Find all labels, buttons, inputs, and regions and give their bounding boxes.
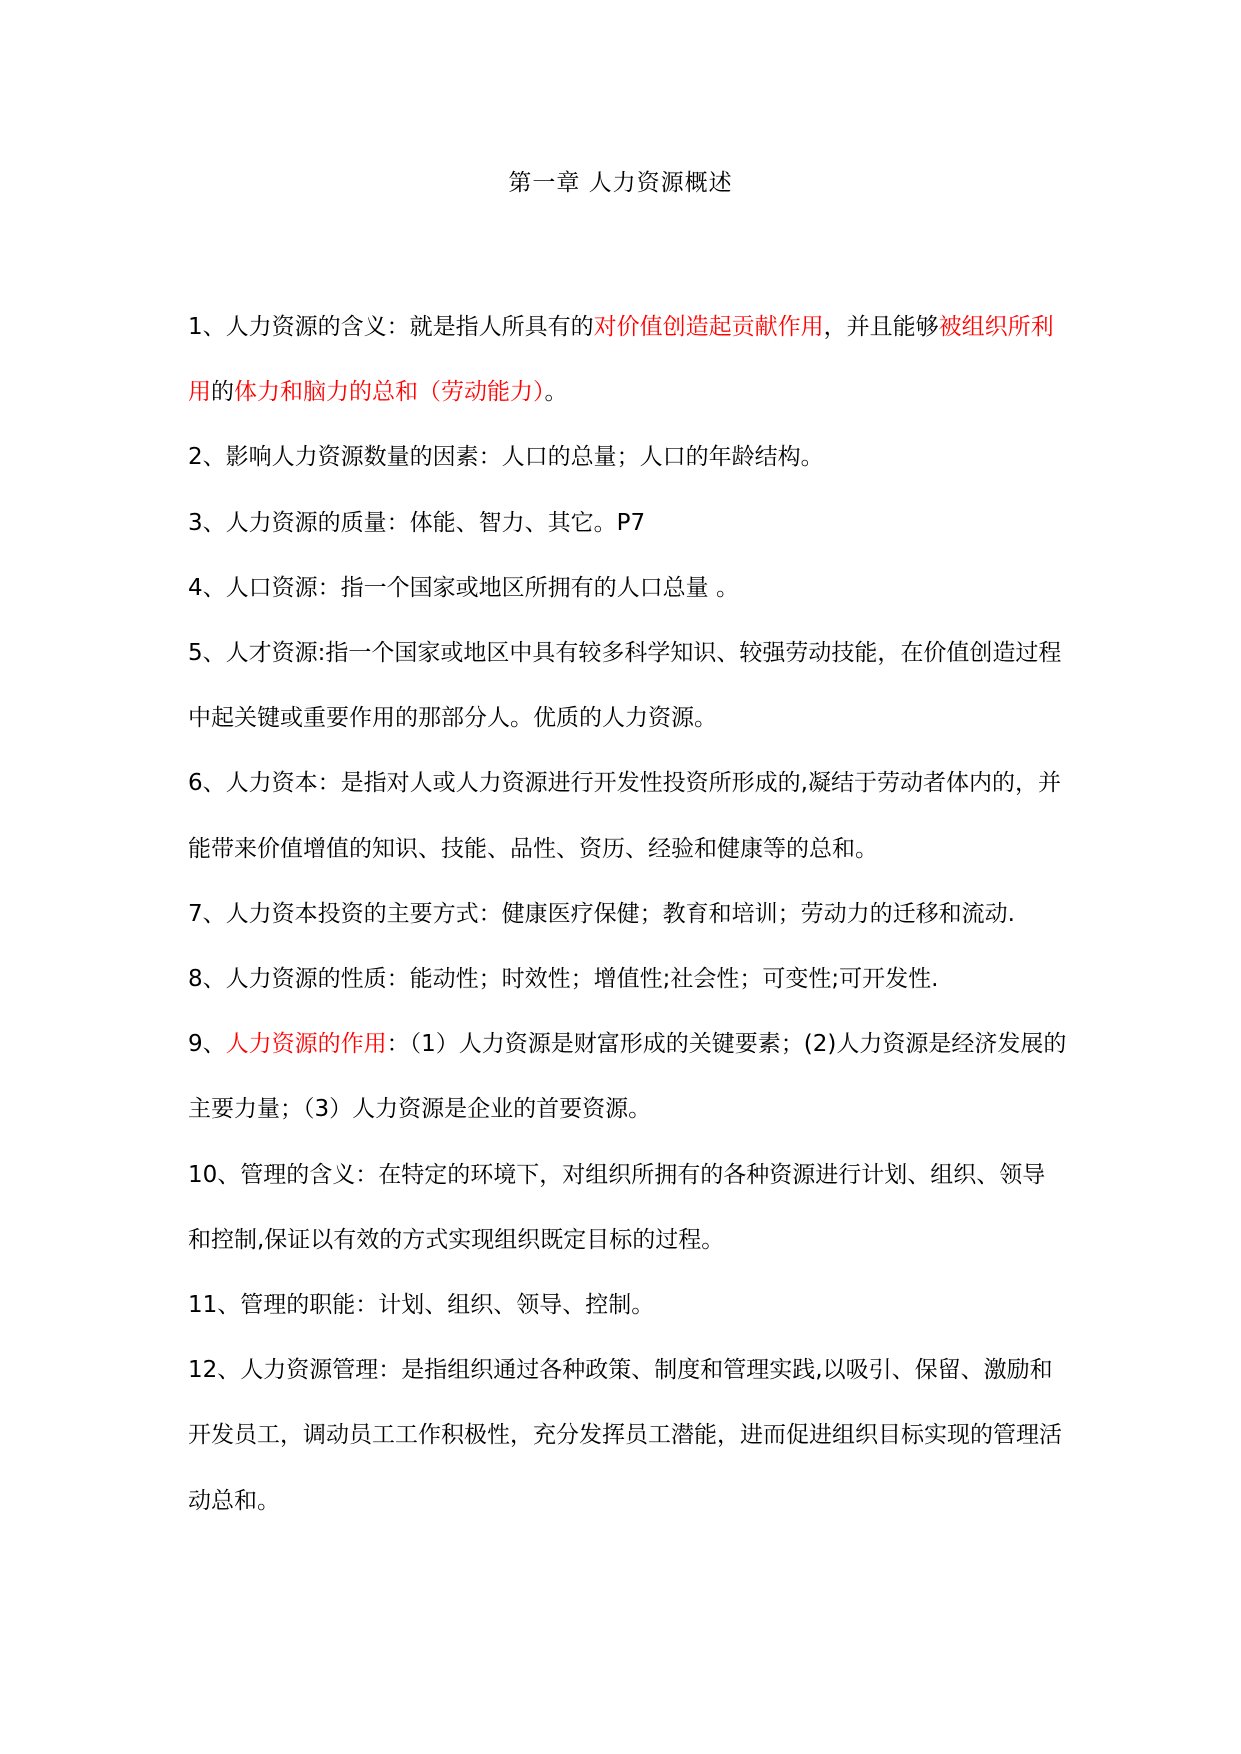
list-item [188, 295, 1068, 425]
list-item [188, 491, 1068, 556]
list-item [188, 1143, 1068, 1273]
highlighted-text: 对价值创造起贡献作用 [593, 314, 824, 340]
list-item [188, 751, 1068, 881]
chapter-body [188, 295, 1068, 1534]
item-text: 9、 [188, 1031, 226, 1058]
item-text: 11、管理的职能：计划、组织、领导、控制。 [188, 1292, 655, 1319]
item-text: 8、人力资源的性质：能动性；时效性；增值性;社会性；可变性;可开发性. [188, 966, 939, 993]
highlighted-text: 被组织所利用 [188, 314, 1054, 406]
list-item [188, 882, 1068, 947]
item-text: 6、人力资本：是指对人或人力资源进行开发性投资所形成的,凝结于劳动者体内的，并能带来价值增值的知识、技能、品性、资历、经验和健康等的总和。 [188, 770, 1061, 862]
item-text: 3、人力资源的质量：体能、智力、其它。P7 [188, 509, 646, 536]
list-item [188, 556, 1068, 621]
list-item [188, 1273, 1068, 1338]
highlighted-text: 体力和脑力的总和（劳动能力） [234, 379, 545, 406]
item-text: 。 [544, 379, 568, 406]
item-text: 10、管理的含义：在特定的环境下，对组织所拥有的各种资源进行计划、组织、领导和控制,保证以有效的方式实现组织既定目标的过程。 [188, 1161, 1046, 1253]
item-text: 1、人力资源的含义：就是指人所具有的 [188, 314, 594, 340]
item-text: ，并且能够 [823, 314, 939, 340]
list-item [188, 621, 1068, 751]
item-text: 12、人力资源管理：是指组织通过各种政策、制度和管理实践,以吸引、保留、激励和开发员工，调动员工工作积极性，充分发挥员工潜能，进而促进组织目标实现的管理活动总和。 [188, 1357, 1062, 1514]
chapter-title: 第一章 人力资源概述 [508, 170, 733, 196]
list-item [188, 1338, 1068, 1534]
item-text: 2、影响人力资源数量的因素：人口的总量；人口的年龄结构。 [188, 444, 824, 471]
list-item [188, 947, 1068, 1012]
list-item [188, 1012, 1068, 1142]
item-text: 4、人口资源：指一个国家或地区所拥有的人口总量 。 [188, 574, 739, 601]
highlighted-text: 人力资源的作用 [225, 1031, 387, 1058]
item-text: 5、人才资源:指一个国家或地区中具有较多科学知识、较强劳动技能，在价值创造过程中起关键或重要作用的那部分人。优质的人力资源。 [188, 640, 1062, 732]
item-text: 7、人力资本投资的主要方式：健康医疗保健；教育和培训；劳动力的迁移和流动. [188, 900, 1015, 927]
item-text: ：（1）人力资源是财富形成的关键要素；(2)人力资源是经济发展的主要力量；（3）人力资源是企业的首要资源。 [188, 1031, 1067, 1123]
item-text: 的 [211, 379, 234, 406]
list-item [188, 425, 1068, 490]
